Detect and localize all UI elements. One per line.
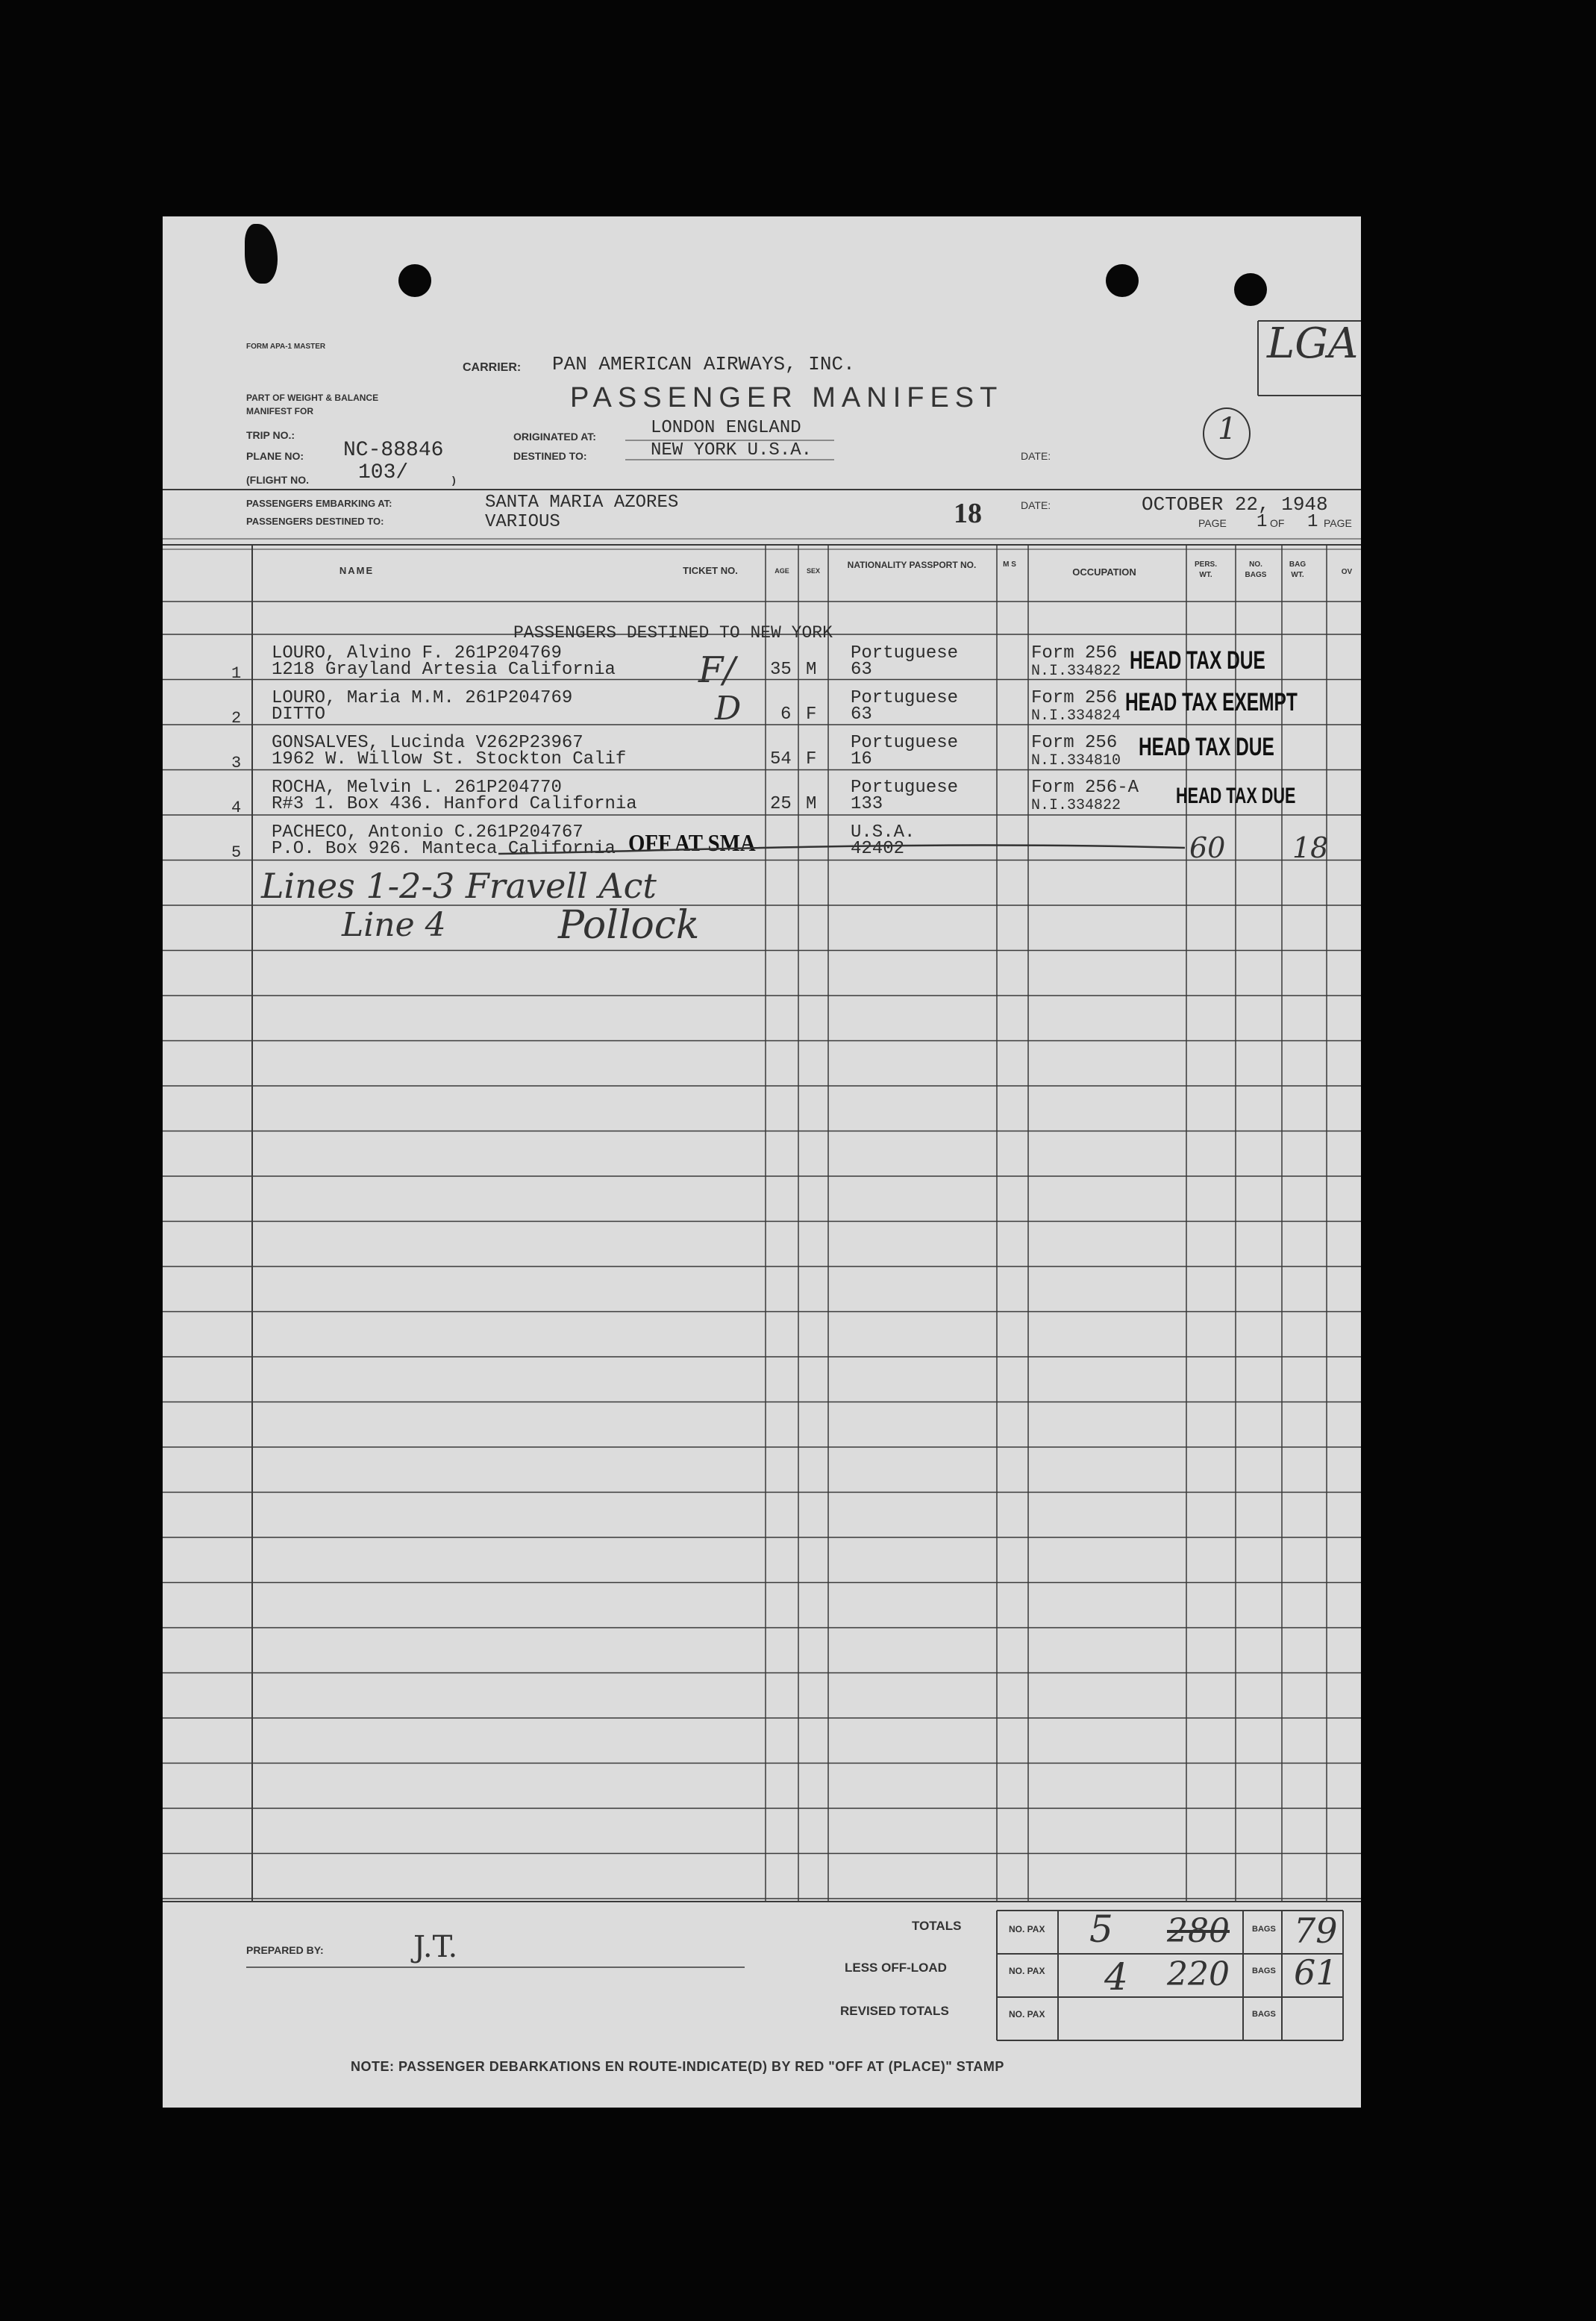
embarking-label: PASSENGERS EMBARKING AT:: [246, 498, 392, 509]
total-weight: 280: [1167, 1912, 1230, 1950]
col-ov: OV: [1341, 568, 1353, 576]
section-heading: PASSENGERS DESTINED TO NEW YORK: [513, 623, 833, 643]
carrier-label: CARRIER:: [463, 361, 522, 374]
passenger-occupation-2: N.I.334822: [1031, 663, 1121, 680]
embarking: SANTA MARIA AZORES: [485, 493, 679, 513]
passenger-nationality: Portuguese: [851, 643, 959, 663]
passenger-passport: 133: [851, 794, 883, 814]
passenger-age: 35: [770, 660, 792, 680]
totals-label: TOTALS: [912, 1919, 962, 1933]
passenger-line1: ROCHA, Melvin L. 261P204770: [272, 778, 562, 798]
row-number: 4: [231, 799, 242, 817]
row-number: 2: [231, 709, 242, 728]
row5-bag-wt: 18: [1292, 831, 1329, 864]
less-offload-label: LESS OFF-LOAD: [845, 1961, 947, 1975]
prepared-label: PREPARED BY:: [246, 1944, 324, 1956]
less-pax: 4: [1104, 1955, 1128, 1999]
plane-no: NC-88846: [343, 439, 444, 462]
head-tax-stamp: HEAD TAX DUE: [1130, 646, 1265, 675]
passenger-line2: P.O. Box 926. Manteca California: [272, 839, 616, 859]
passenger-occupation: Form 256: [1031, 688, 1118, 708]
page-suffix: PAGE: [1324, 517, 1352, 529]
row5-pers-wt: 60: [1189, 831, 1226, 864]
punch-hole-left: [398, 264, 431, 297]
col-ticket: TICKET NO.: [683, 565, 738, 576]
passenger-occupation: Form 256: [1031, 733, 1118, 753]
handwritten-note-1: Lines 1-2-3 Fravell Act: [261, 866, 657, 906]
punch-hole-right-2: [1234, 273, 1267, 306]
passenger-line2: R#3 1. Box 436. Hanford California: [272, 794, 637, 814]
page-total: 1: [1307, 512, 1318, 532]
handwritten-mark: F/: [698, 649, 736, 691]
passenger-sex: F: [806, 705, 817, 725]
passenger-occupation: Form 256: [1031, 643, 1118, 663]
carrier: PAN AMERICAN AIRWAYS, INC.: [552, 353, 855, 375]
passenger-line2: 1962 W. Willow St. Stockton Calif: [272, 749, 627, 769]
col-pers-wt: PERS. WT.: [1194, 560, 1217, 579]
date-label-2: DATE:: [1021, 499, 1051, 511]
col-name: NAME: [339, 565, 375, 576]
page-label: PAGE: [1198, 517, 1227, 529]
less-bags: 61: [1294, 1952, 1338, 1993]
destined: NEW YORK U.S.A.: [651, 440, 813, 460]
part-of-label-2: MANIFEST FOR: [246, 406, 313, 416]
destined-to: VARIOUS: [485, 512, 560, 532]
flight-label: (FLIGHT NO.: [246, 474, 309, 486]
passenger-passport: 16: [851, 749, 872, 769]
passenger-age: 25: [770, 794, 792, 814]
row-number: 1: [231, 664, 242, 683]
off-at-stamp: OFF AT SMA: [628, 829, 756, 856]
page-number: 1: [1257, 512, 1268, 532]
no-pax-label-2: NO. PAX: [1009, 1966, 1045, 1976]
col-ms: M S: [1003, 560, 1016, 569]
passenger-sex: M: [806, 660, 817, 680]
head-tax-stamp: HEAD TAX DUE: [1139, 733, 1274, 761]
punch-hole-right-1: [1106, 264, 1139, 297]
col-no-bags: NO. BAGS: [1245, 560, 1267, 579]
date-label: DATE:: [1021, 450, 1051, 462]
col-sex: SEX: [806, 567, 820, 575]
passenger-line1: PACHECO, Antonio C.261P204767: [272, 822, 583, 843]
prepared-by: J.T.: [413, 1930, 458, 1964]
less-weight: 220: [1167, 1955, 1230, 1993]
manifest-sheet: [163, 216, 1361, 2108]
passenger-nationality: Portuguese: [851, 778, 959, 798]
form-code: FORM APA-1 MASTER: [246, 343, 326, 351]
col-bag-wt: BAG WT.: [1289, 560, 1306, 579]
passenger-passport: 42402: [851, 839, 905, 859]
col-age: AGE: [774, 567, 789, 575]
passenger-sex: F: [806, 749, 817, 769]
row-number: 5: [231, 843, 242, 862]
passenger-passport: 63: [851, 705, 872, 725]
originated-label: ORIGINATED AT:: [513, 431, 596, 443]
manifest-title: PASSENGER MANIFEST: [570, 382, 1004, 413]
head-tax-stamp: HEAD TAX DUE: [1176, 784, 1296, 808]
bags-label-1: BAGS: [1252, 1925, 1276, 1934]
plane-label: PLANE NO:: [246, 450, 304, 462]
manifest-date: OCTOBER 22, 1948: [1142, 493, 1328, 516]
handwritten-mark: D: [715, 690, 742, 728]
passenger-age: 6: [780, 705, 792, 725]
total-pax: 5: [1089, 1908, 1113, 1951]
passenger-nationality: Portuguese: [851, 688, 959, 708]
trip-label: TRIP NO.:: [246, 429, 295, 441]
passenger-occupation-2: N.I.334810: [1031, 752, 1121, 769]
bags-label-3: BAGS: [1252, 2010, 1276, 2019]
passenger-passport: 63: [851, 660, 872, 680]
passenger-line2: 1218 Grayland Artesia California: [272, 660, 616, 680]
part-of-label-1: PART OF WEIGHT & BALANCE: [246, 393, 379, 403]
passenger-nationality: U.S.A.: [851, 822, 916, 843]
handwritten-note-2: Line 4: [342, 906, 446, 944]
revised-totals-label: REVISED TOTALS: [840, 2004, 949, 2018]
passenger-occupation: Form 256-A: [1031, 778, 1139, 798]
no-pax-label-3: NO. PAX: [1009, 2009, 1045, 2019]
passenger-line1: LOURO, Maria M.M. 261P204769: [272, 688, 573, 708]
passenger-occupation-2: N.I.334824: [1031, 707, 1121, 725]
passenger-line1: GONSALVES, Lucinda V262P23967: [272, 733, 583, 753]
head-tax-stamp: HEAD TAX EXEMPT: [1125, 688, 1298, 716]
col-nationality: NATIONALITY PASSPORT NO.: [847, 560, 977, 570]
col-occupation: OCCUPATION: [1072, 566, 1136, 578]
bags-label-2: BAGS: [1252, 1967, 1276, 1975]
no-pax-label-1: NO. PAX: [1009, 1924, 1045, 1934]
flight-close: ): [452, 474, 456, 486]
passenger-count: 18: [954, 498, 982, 529]
annotation-top: LGA: [1267, 319, 1359, 368]
originated: LONDON ENGLAND: [651, 418, 801, 438]
destined-label: DESTINED TO:: [513, 450, 587, 462]
passenger-nationality: Portuguese: [851, 733, 959, 753]
passenger-occupation-2: N.I.334822: [1031, 797, 1121, 814]
flight-no: 103/: [358, 461, 409, 484]
row-number: 3: [231, 754, 242, 772]
total-bags: 79: [1294, 1911, 1338, 1951]
passenger-age: 54: [770, 749, 792, 769]
of-label: OF: [1270, 517, 1285, 529]
passenger-line2: DITTO: [272, 705, 326, 725]
destined-to-label: PASSENGERS DESTINED TO:: [246, 516, 384, 527]
passenger-line1: LOURO, Alvino F. 261P204769: [272, 643, 562, 663]
handwritten-signature: Pollock: [558, 903, 700, 948]
passenger-sex: M: [806, 794, 817, 814]
annotation-circle-number: 1: [1218, 412, 1237, 446]
footer-note: NOTE: PASSENGER DEBARKATIONS EN ROUTE-INDICATE(D) BY RED "OFF AT (PLACE)" STAMP: [351, 2059, 1004, 2074]
